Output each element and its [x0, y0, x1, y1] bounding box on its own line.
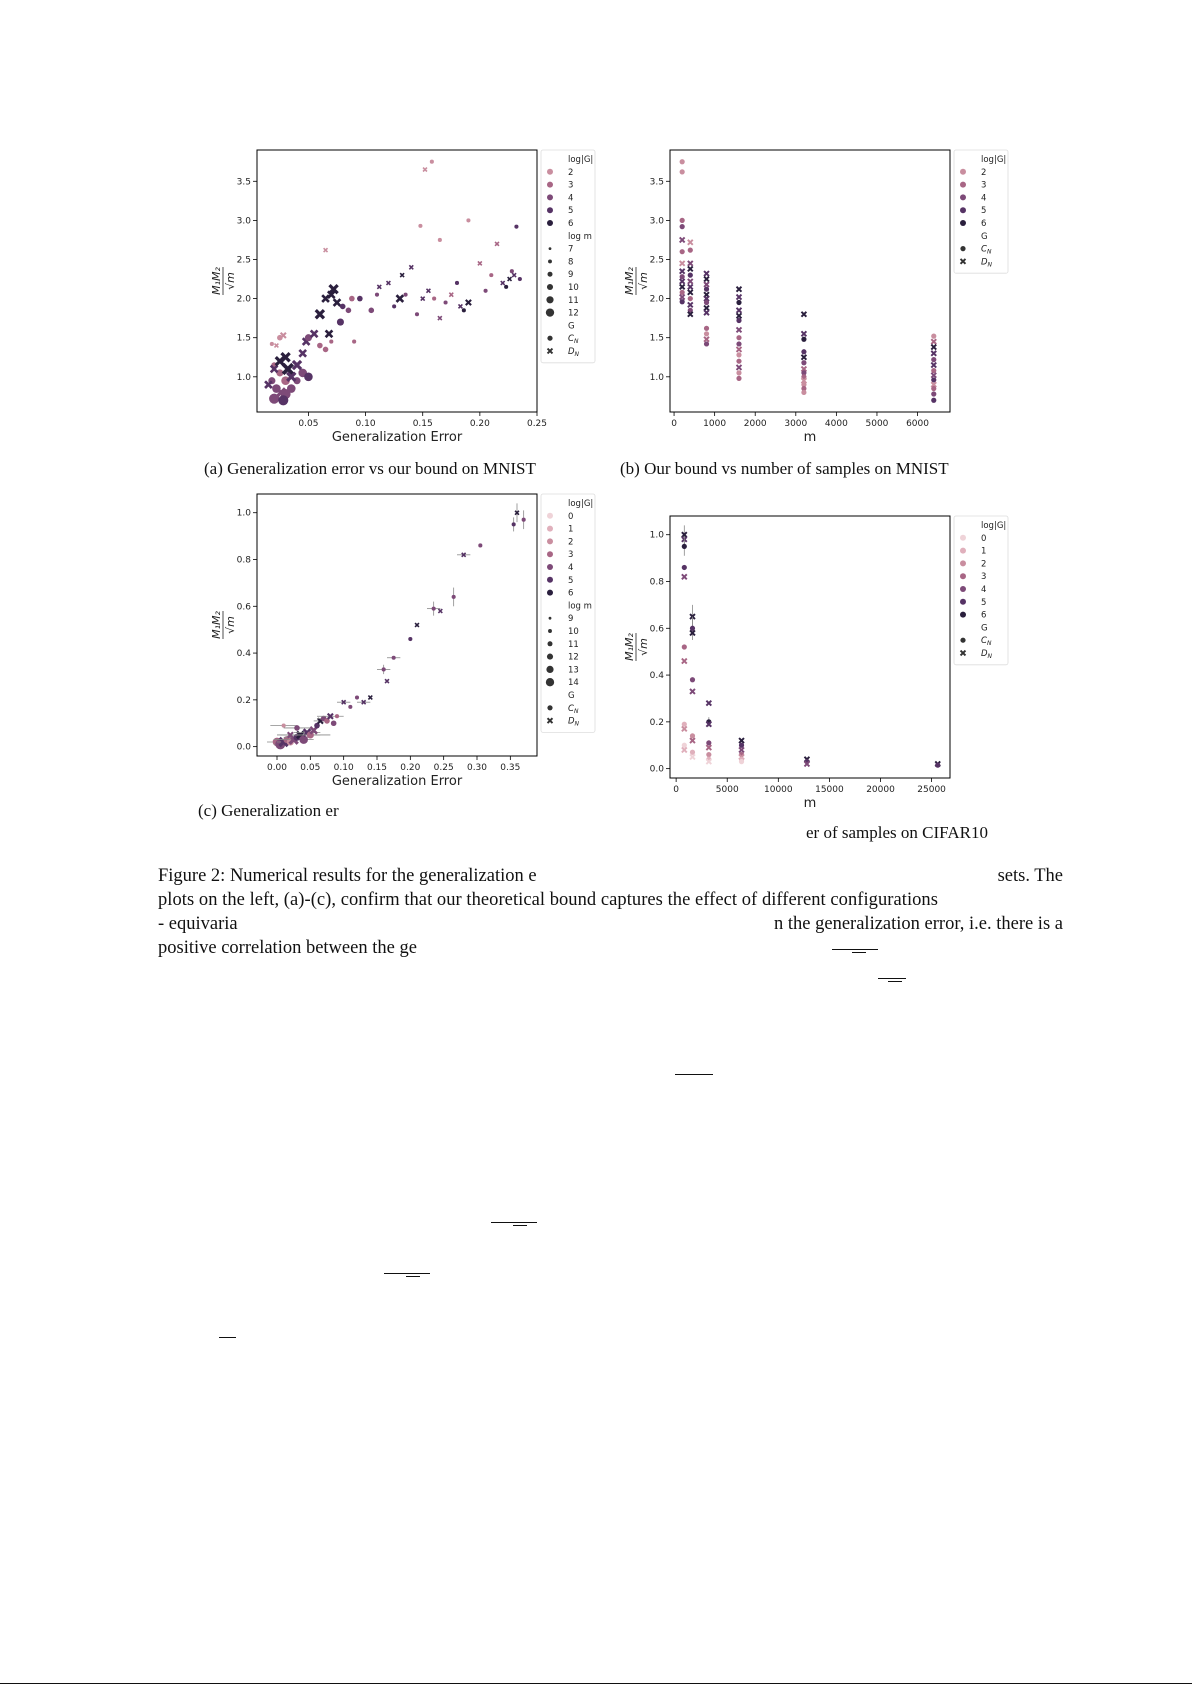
data-point: [801, 390, 806, 395]
legend-subscript: N: [986, 640, 992, 648]
x-tick-label: 0.35: [500, 763, 521, 773]
fraction-bar: [219, 1337, 236, 1338]
data-point: [704, 341, 709, 346]
legend-label: 0: [981, 533, 987, 544]
x-tick-label: 6000: [906, 419, 929, 429]
legend-title: log m: [568, 231, 592, 242]
y-tick-label: 3.5: [649, 177, 664, 188]
data-point: [317, 343, 323, 349]
data-point: [688, 273, 693, 278]
legend-marker: [548, 629, 552, 633]
x-tick-label: 5000: [715, 785, 739, 795]
x-tick-label: 0.10: [355, 419, 376, 429]
data-point: [346, 308, 352, 314]
fraction-bar: [878, 978, 906, 979]
data-point: [736, 370, 741, 375]
legend-subscript: N: [573, 338, 579, 346]
data-point: [736, 352, 741, 357]
data-point: [349, 296, 355, 302]
data-point: [348, 705, 352, 709]
x-tick-label: 5000: [865, 419, 889, 429]
data-point: [323, 347, 329, 353]
data-point: [931, 398, 936, 403]
data-point: [704, 300, 709, 305]
legend-marker: [960, 182, 966, 188]
chart-a: [195, 140, 615, 445]
legend-marker: [547, 590, 553, 596]
x-axis-label: Generalization Error: [331, 774, 463, 788]
data-point: [466, 218, 470, 222]
data-point: [680, 169, 685, 174]
legend-label: 5: [568, 575, 574, 586]
legend-label: 3: [981, 572, 987, 583]
y-axis-label: [623, 267, 650, 295]
legend-subscript: N: [987, 653, 993, 660]
legend-marker: [547, 207, 553, 213]
data-point: [462, 308, 466, 312]
data-point: [304, 373, 313, 382]
y-tick-label: 0.2: [649, 717, 664, 728]
data-point: [680, 218, 685, 223]
legend-marker: [547, 551, 553, 557]
data-point: [680, 299, 685, 304]
legend-marker: [549, 617, 552, 620]
data-point: [408, 637, 412, 641]
legend-label: 7: [568, 244, 574, 255]
data-point: [415, 312, 419, 316]
data-point: [547, 705, 552, 710]
legend-marker: [547, 654, 553, 660]
legend-label: 9: [568, 614, 574, 625]
legend-label: $C_N$: [981, 244, 992, 256]
data-point: [287, 384, 296, 393]
x-tick-label: 0.30: [466, 763, 488, 773]
data-point: [430, 160, 434, 164]
legend-label: 12: [568, 652, 579, 663]
legend-label: $D_N$: [981, 649, 993, 660]
legend-marker: [547, 194, 553, 200]
data-point: [340, 304, 346, 310]
legend-label: $D_N$: [568, 347, 580, 358]
data-point: [931, 334, 936, 339]
y-axis-label: [210, 267, 237, 295]
legend-marker: [960, 560, 966, 566]
legend-label: 3: [568, 550, 574, 561]
data-point: [514, 225, 518, 229]
data-point: [368, 308, 374, 314]
data-point: [335, 714, 339, 718]
legend-title: G: [981, 231, 988, 242]
data-point: [960, 246, 965, 251]
x-tick-label: 0.15: [412, 419, 433, 429]
legend-label: 5: [568, 206, 574, 217]
fraction-bar: [888, 981, 902, 982]
data-point: [478, 543, 482, 547]
legend-title: log|G|: [981, 155, 1007, 165]
caption-line-3: [158, 912, 1063, 936]
data-point: [682, 565, 687, 570]
data-point: [680, 249, 685, 254]
data-point: [455, 281, 459, 285]
legend-marker: [547, 513, 553, 519]
caption-line-3-right: n the generalization error, i.e. there is a: [774, 914, 1063, 934]
data-point: [704, 287, 709, 292]
legend-label: 2: [568, 167, 574, 178]
legend-label: 10: [568, 283, 579, 293]
y-tick-label: 3.0: [236, 216, 251, 227]
legend-label: 6: [981, 219, 987, 229]
data-point: [736, 376, 741, 381]
fraction-bar: [513, 1225, 527, 1226]
x-tick-label: 1000: [703, 419, 727, 429]
data-point: [704, 326, 709, 331]
y-tick-label: 0.6: [649, 624, 664, 635]
y-tick-label: 0.0: [236, 742, 251, 753]
x-tick-label: 0.20: [469, 419, 490, 429]
x-tick-label: 15000: [815, 785, 844, 795]
caption-c: (c) Generalization er: [198, 801, 339, 820]
legend-marker: [960, 169, 966, 175]
data-point: [444, 300, 448, 304]
legend-subscript: N: [573, 707, 579, 715]
y-tick-label: 3.0: [649, 216, 664, 227]
x-tick-label: 0.25: [526, 419, 548, 429]
x-axis-label: m: [803, 430, 817, 445]
caption-line-3-left: - equivaria: [158, 914, 238, 934]
data-point: [270, 342, 274, 346]
data-point: [269, 394, 279, 404]
data-point: [680, 224, 685, 229]
y-tick-label: 1.5: [236, 333, 251, 344]
legend-label: $C_N$: [568, 334, 579, 346]
data-point: [682, 544, 687, 549]
data-point: [931, 357, 936, 362]
legend-marker: [960, 586, 966, 592]
figure-caption-paragraph: [158, 864, 1063, 960]
y-tick-label: 0.8: [236, 555, 251, 566]
legend-marker: [547, 538, 553, 544]
plot-frame: [670, 150, 950, 412]
legend-marker: [960, 599, 966, 605]
x-tick-label: 3000: [784, 419, 808, 429]
legend-label: 11: [568, 639, 579, 650]
plot-frame: [257, 494, 537, 756]
legend-marker: [548, 641, 553, 646]
fraction-bar: [406, 1276, 420, 1277]
data-point: [294, 725, 300, 731]
x-tick-label: 0: [673, 785, 679, 795]
x-tick-label: 0.10: [333, 763, 354, 773]
data-point: [452, 595, 456, 599]
fraction-bar: [675, 1074, 713, 1075]
data-point: [688, 248, 693, 253]
y-tick-label: 0.4: [236, 649, 251, 660]
data-point: [331, 720, 337, 726]
y-tick-label: 1.0: [649, 530, 664, 541]
legend-label: $D_N$: [981, 257, 993, 269]
data-point: [392, 304, 396, 308]
legend-marker: [546, 296, 553, 303]
data-point: [404, 293, 408, 297]
legend-label: 2: [568, 537, 574, 548]
legend-label: 5: [981, 597, 987, 608]
data-point: [706, 752, 711, 757]
legend-marker: [547, 220, 553, 226]
data-point: [432, 297, 436, 301]
data-point: [382, 667, 386, 671]
legend-marker: [960, 548, 966, 554]
caption-a: (a) Generalization error vs our bound on MNIST: [204, 459, 536, 478]
caption-b: (b) Our bound vs number of samples on MNIST: [620, 459, 949, 478]
data-point: [484, 289, 488, 293]
legend-label: 1: [568, 524, 574, 535]
legend-marker: [547, 284, 553, 290]
legend-label: $D_N$: [568, 716, 580, 728]
legend-marker: [546, 678, 554, 686]
data-point: [418, 224, 422, 228]
x-tick-label: 2000: [743, 419, 767, 429]
fraction-bar: [832, 949, 878, 950]
data-point: [438, 238, 442, 242]
data-point: [489, 273, 493, 277]
legend-marker: [547, 526, 553, 532]
x-tick-label: 0.05: [298, 419, 319, 429]
data-point: [278, 395, 288, 405]
data-point: [337, 319, 344, 326]
legend-marker: [960, 573, 966, 579]
legend-label: 6: [568, 588, 574, 599]
chart-c: [195, 488, 615, 788]
legend-label: 4: [981, 193, 987, 204]
x-axis-label: Generalization Error: [331, 430, 463, 445]
data-point: [736, 359, 741, 364]
data-point: [688, 296, 693, 301]
y-tick-label: 1.0: [649, 372, 664, 383]
x-tick-label: 0.20: [400, 763, 421, 773]
legend-marker: [960, 207, 966, 213]
y-label-denominator: √m: [637, 638, 650, 656]
legend-label: 14: [568, 678, 579, 689]
legend-label: 4: [568, 563, 574, 573]
y-tick-label: 2.5: [236, 255, 251, 266]
x-tick-label: 0: [671, 419, 677, 429]
data-point: [682, 644, 687, 649]
caption-line-1-left: Figure 2: Numerical results for the generalization e: [158, 866, 537, 886]
chart-b: [608, 140, 1028, 445]
y-tick-label: 2.5: [649, 255, 664, 266]
y-label-numerator: M₁M₂: [210, 611, 223, 639]
x-tick-label: 0.00: [266, 763, 288, 773]
footer-rule: [0, 1683, 1192, 1684]
legend-label: $C_N$: [568, 703, 579, 715]
x-tick-label: 20000: [866, 785, 895, 795]
legend-title: G: [568, 691, 575, 701]
y-tick-label: 1.0: [236, 508, 251, 519]
legend-marker: [548, 259, 552, 263]
legend-marker: [960, 612, 966, 618]
y-axis-label: [210, 611, 237, 639]
plot-frame: [670, 516, 950, 778]
legend-label: 0: [568, 511, 574, 522]
legend-label: 2: [981, 559, 987, 570]
legend-title: G: [981, 623, 988, 634]
legend-marker: [547, 564, 553, 570]
fraction-bar: [491, 1222, 537, 1223]
legend-label: 8: [568, 257, 574, 268]
data-point: [690, 677, 695, 682]
data-point: [736, 318, 741, 323]
legend-label: 11: [568, 295, 579, 306]
caption-line-1: [158, 864, 1063, 888]
data-point: [704, 331, 709, 336]
x-axis-label: m: [803, 796, 817, 810]
legend-subscript: N: [987, 261, 993, 269]
legend-label: 2: [981, 167, 987, 178]
data-point: [801, 337, 806, 342]
y-label-denominator: √m: [224, 616, 237, 634]
legend-marker: [547, 169, 553, 175]
y-label-denominator: √m: [224, 272, 237, 290]
y-tick-label: 0.6: [236, 602, 251, 613]
legend-title: log m: [568, 601, 592, 612]
data-point: [329, 340, 333, 344]
caption-line-1-right: sets. The: [997, 866, 1063, 886]
data-point: [960, 638, 965, 643]
y-label-denominator: √m: [637, 272, 650, 290]
legend-title: log|G|: [568, 499, 594, 509]
legend-label: $C_N$: [981, 636, 992, 648]
legend-label: 3: [568, 180, 574, 191]
legend-marker: [960, 194, 966, 200]
legend-label: 3: [981, 180, 987, 191]
legend-label: 4: [981, 585, 987, 595]
legend-label: 5: [981, 206, 987, 217]
data-point: [355, 695, 359, 699]
x-tick-label: 10000: [764, 785, 793, 795]
data-point: [352, 340, 356, 344]
legend-subscript: N: [986, 248, 992, 256]
data-point: [931, 386, 936, 391]
legend-title: log|G|: [981, 521, 1007, 531]
legend-marker: [549, 247, 552, 250]
y-tick-label: 0.2: [236, 695, 251, 706]
legend-label: 13: [568, 665, 579, 676]
legend-title: G: [568, 321, 575, 332]
x-tick-label: 4000: [824, 419, 848, 429]
data-point: [736, 341, 741, 346]
legend-marker: [548, 272, 553, 277]
data-point: [375, 293, 379, 297]
fraction-bar: [852, 952, 866, 953]
legend-label: 6: [981, 610, 987, 621]
data-point: [357, 296, 363, 302]
y-label-numerator: M₁M₂: [210, 267, 223, 295]
legend-subscript: N: [574, 351, 580, 358]
legend-label: 4: [568, 193, 574, 204]
legend-marker: [546, 308, 554, 316]
fraction-bar: [384, 1273, 430, 1274]
data-point: [547, 336, 552, 341]
x-tick-label: 0.25: [433, 763, 454, 773]
caption-line-4: positive correlation between the ge: [158, 938, 417, 958]
y-axis-label: [623, 633, 650, 661]
legend-marker: [960, 535, 966, 541]
data-point: [504, 285, 508, 289]
x-tick-label: 0.15: [366, 763, 388, 773]
y-tick-label: 2.0: [236, 294, 251, 305]
x-tick-label: 25000: [917, 785, 946, 795]
legend-label: 1: [981, 546, 987, 557]
y-tick-label: 0.4: [649, 671, 664, 682]
data-point: [522, 518, 526, 522]
data-point: [801, 349, 806, 354]
y-label-numerator: M₁M₂: [623, 267, 636, 295]
data-point: [432, 607, 436, 611]
legend-marker: [546, 666, 553, 673]
data-point: [931, 391, 936, 396]
y-tick-label: 1.5: [649, 333, 664, 344]
chart-d: [608, 510, 1028, 810]
caption-line-2: plots on the left, (a)-(c), confirm that our theoretical bound captures the effect of different configurations: [158, 890, 938, 910]
y-label-numerator: M₁M₂: [623, 633, 636, 661]
data-point: [739, 759, 744, 764]
legend-label: 12: [568, 308, 579, 319]
legend-marker: [960, 220, 966, 226]
legend-marker: [547, 577, 553, 583]
y-tick-label: 3.5: [236, 177, 251, 188]
y-tick-label: 1.0: [236, 372, 251, 383]
x-tick-label: 0.05: [300, 763, 321, 773]
legend-subscript: N: [574, 720, 580, 728]
legend-label: 9: [568, 270, 574, 281]
data-point: [935, 763, 940, 768]
legend-label: 6: [568, 219, 574, 229]
data-point: [736, 300, 741, 305]
data-point: [680, 159, 685, 164]
y-tick-label: 0.0: [649, 764, 664, 775]
legend-title: log|G|: [568, 155, 594, 165]
data-point: [392, 656, 396, 660]
data-point: [801, 360, 806, 365]
data-point: [282, 724, 286, 728]
data-point: [299, 735, 308, 744]
y-tick-label: 2.0: [649, 294, 664, 305]
data-point: [518, 277, 522, 281]
data-point: [510, 269, 514, 273]
y-tick-label: 0.8: [649, 577, 664, 588]
data-point: [736, 335, 741, 340]
legend-label: 10: [568, 627, 579, 637]
legend-marker: [547, 182, 553, 188]
data-point: [512, 522, 516, 526]
caption-d: er of samples on CIFAR10: [806, 823, 988, 842]
